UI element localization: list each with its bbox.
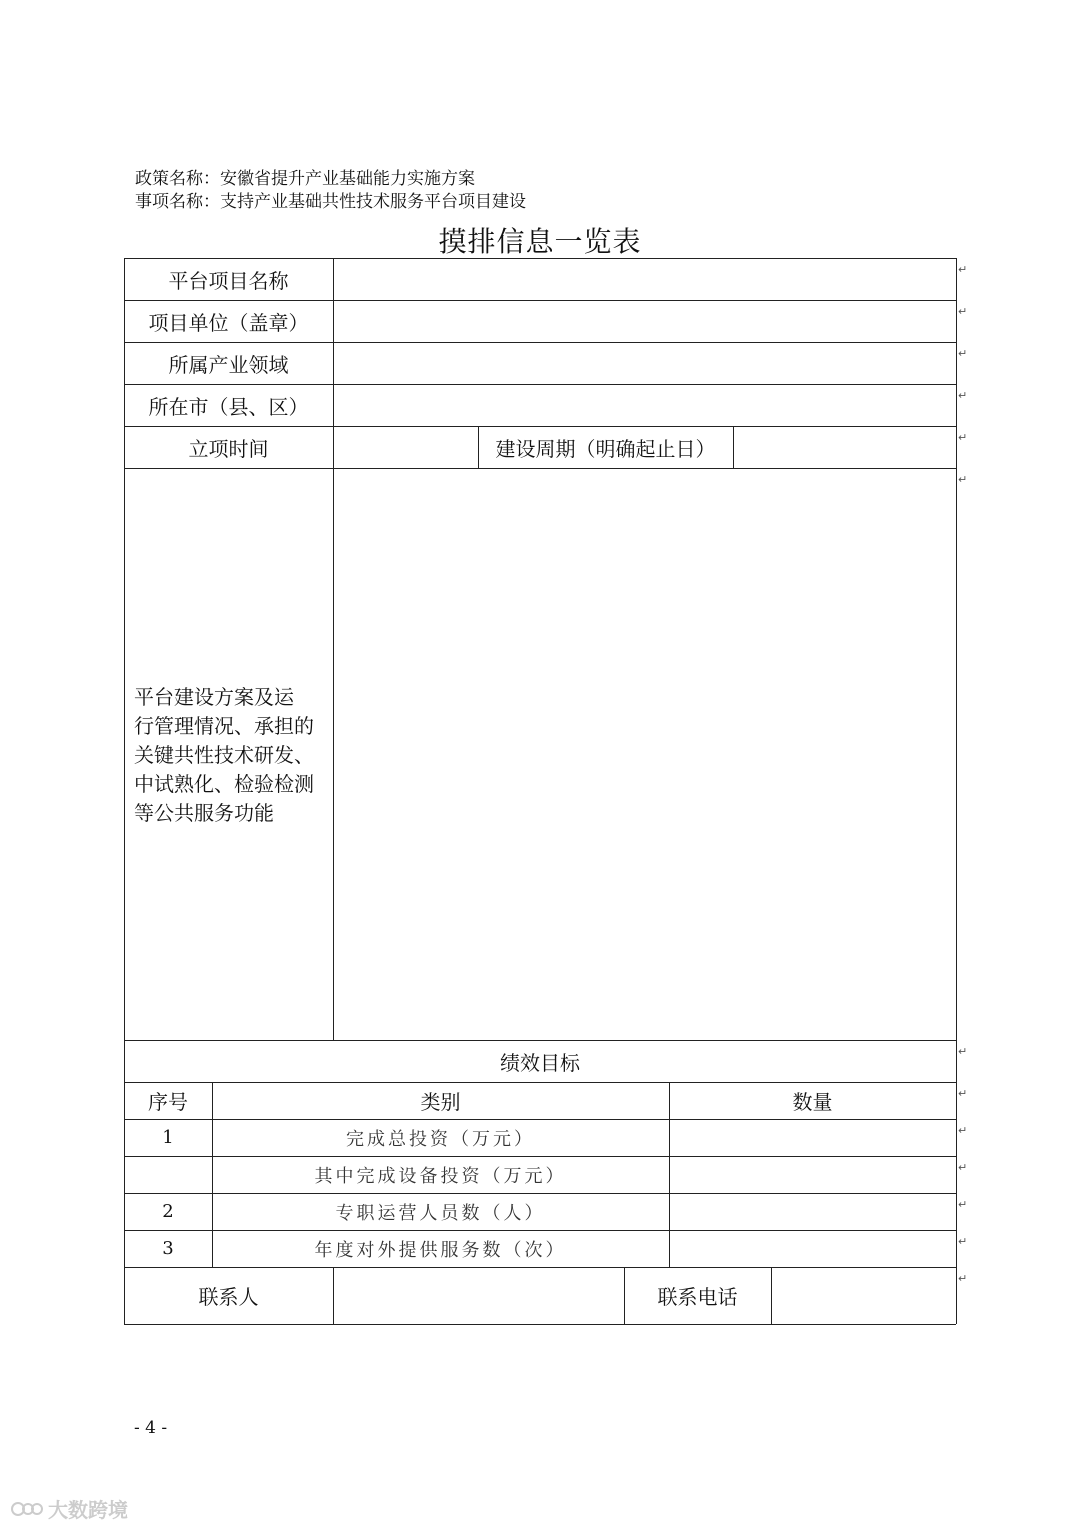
row-end-marker: ↵ [958, 305, 968, 318]
row-end-marker: ↵ [958, 1161, 968, 1174]
row-category: 专职运营人员数（人） [335, 1202, 546, 1224]
row-end-marker: ↵ [958, 389, 968, 402]
row-category: 其中完成设备投资（万元） [314, 1165, 567, 1187]
info-table [124, 258, 956, 1324]
row-end-marker: ↵ [958, 1124, 968, 1137]
row-end-marker: ↵ [958, 1235, 968, 1248]
watermark-text: 大数跨境 [48, 1498, 128, 1522]
document-header [135, 168, 526, 214]
label-approval-time: 立项时间 [188, 436, 269, 461]
row-end-marker: ↵ [958, 431, 968, 444]
row-no: 2 [162, 1201, 174, 1222]
row-end-marker: ↵ [958, 1198, 968, 1211]
row-end-marker: ↵ [958, 473, 968, 486]
header-no: 序号 [148, 1090, 188, 1114]
label-description: 平台建设方案及运 行管理情况、承担的 关键共性技术研发、 中试熟化、检验检测 等公共服务功能 [134, 685, 314, 825]
row-no [124, 1156, 212, 1193]
row-end-marker: ↵ [958, 1272, 968, 1285]
row-end-marker: ↵ [958, 347, 968, 360]
row-end-marker: ↵ [958, 1087, 968, 1100]
item-name: 事项名称：支持产业基础共性技术服务平台项目建设 [135, 192, 526, 212]
label-contact-person: 联系人 [198, 1285, 259, 1309]
row-no: 1 [162, 1127, 174, 1148]
label-build-period: 建设周期（明确起止日） [495, 436, 716, 461]
watermark [10, 1494, 128, 1523]
row-no: 3 [162, 1238, 174, 1259]
header-quantity: 数量 [792, 1090, 833, 1114]
row-end-marker: ↵ [958, 1045, 968, 1058]
page-number: - 4 - [134, 1418, 168, 1438]
row-end-marker: ↵ [958, 263, 968, 276]
label-contact-phone: 联系电话 [657, 1285, 738, 1309]
policy-name: 政策名称：安徽省提升产业基础能力实施方案 [135, 169, 475, 189]
performance-title: 绩效目标 [500, 1050, 580, 1075]
label-project-unit: 项目单位（盖章） [148, 310, 309, 335]
row-category: 完成总投资（万元） [346, 1128, 535, 1150]
watermark-logo-icon [10, 1499, 44, 1519]
label-city: 所在市（县、区） [148, 394, 309, 419]
label-platform-name: 平台项目名称 [168, 268, 289, 293]
page-title: 摸排信息一览表 [438, 225, 642, 258]
label-industry: 所属产业领域 [168, 352, 289, 377]
row-category: 年度对外提供服务数（次） [314, 1239, 567, 1261]
header-category: 类别 [420, 1090, 461, 1114]
